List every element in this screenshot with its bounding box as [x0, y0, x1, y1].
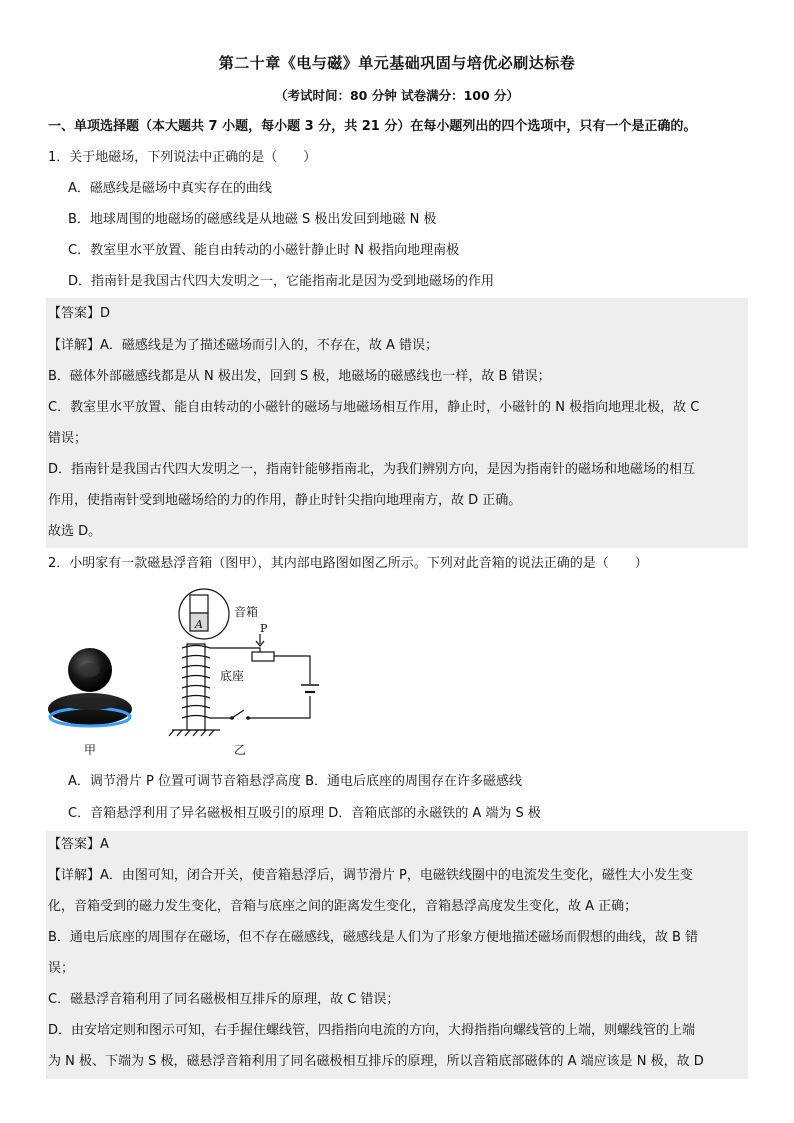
- q1-answer: 【答案】D: [48, 306, 111, 321]
- q1-option-d: D．指南针是我国古代四大发明之一，它能指南北是因为受到地磁场的作用: [68, 274, 495, 289]
- base-label: 底座: [220, 669, 245, 683]
- q1-explanation: B．磁体外部磁感线都是从 N 极出发，回到 S 极，地磁场的磁感线也一样，故 B 错误；: [48, 369, 551, 384]
- q1-solution-box: [46, 298, 748, 548]
- speaker-photo: [48, 648, 132, 726]
- q2-explanation: 为 N 极、下端为 S 极，磁悬浮音箱利用了同名磁极相互排斥的原理，所以音箱底部磁体的 A 端应该是 N 极，故 D: [48, 1054, 704, 1069]
- q2-explanation: B．通电后底座的周围存在磁场，但不存在磁感线，磁感线是人们为了形象方便地描述磁场而假想的曲线，故 B 错: [48, 930, 699, 945]
- figure-jia-label: 甲: [84, 743, 97, 757]
- document-title: 第二十章《电与磁》单元基础巩固与培优必刷达标卷: [218, 54, 576, 72]
- q1-explanation: C．教室里水平放置、能自由转动的小磁针的磁场与地磁场相互作用，静止时，小磁针的 N 极指向地理北极，故 C: [48, 400, 700, 415]
- speaker-label: 音箱: [234, 605, 259, 619]
- q1-explanation: 【详解】A．磁感线是为了描述磁场而引入的，不存在，故 A 错误；: [48, 338, 439, 353]
- maglev-speaker-figure: [48, 584, 388, 764]
- figure-yi-label: 乙: [234, 743, 247, 757]
- q2-explanation: 化，音箱受到的磁力发生变化，音箱与底座之间的距离发生变化，音箱悬浮高度发生变化，故 A 正确；: [48, 899, 638, 914]
- q1-explanation: D．指南针是我国古代四大发明之一，指南针能够指南北，为我们辨别方向，是因为指南针的磁场和地磁场的相互: [48, 462, 696, 477]
- q2-explanation: D．由安培定则和图示可知，右手握住螺线管，四指指向电流的方向，大拇指指向螺线管的上端，则螺线管的上端: [48, 1023, 696, 1038]
- exam-info: （考试时间：80 分钟 试卷满分：100 分）: [274, 88, 520, 103]
- question-2-stem: 2．小明家有一款磁悬浮音箱（图甲），其内部电路图如图乙所示。下列对此音箱的说法正确的是（ ）: [48, 556, 648, 571]
- q1-explanation: 作用，使指南针受到地磁场给的力的作用，静止时针尖指向地理南方，故 D 正确。: [48, 493, 522, 508]
- q2-explanation: C．磁悬浮音箱利用了同名磁极相互排斥的原理，故 C 错误；: [48, 992, 400, 1007]
- q1-conclusion: 故选 D。: [48, 524, 102, 539]
- q2-explanation: 误；: [48, 961, 75, 976]
- q1-option-b: B．地球周围的地磁场的磁感线是从地磁 S 极出发回到地磁 N 极: [68, 212, 437, 227]
- section-heading: 一、单项选择题（本大题共 7 小题，每小题 3 分，共 21 分）在每小题列出的四个选项中，只有一个是正确的。: [48, 119, 697, 134]
- q1-option-c: C．教室里水平放置、能自由转动的小磁针静止时 N 极指向地理南极: [68, 243, 460, 258]
- question-1-stem: 1．关于地磁场，下列说法中正确的是（ ）: [48, 150, 317, 165]
- q2-options-ab: A．调节滑片 P 位置可调节音箱悬浮高度 B．通电后底座的周围存在许多磁感线: [68, 774, 523, 789]
- q2-answer: 【答案】A: [48, 837, 109, 852]
- q1-explanation: 错误；: [48, 431, 88, 446]
- slider-p-label: P: [260, 622, 268, 635]
- q1-option-a: A．磁感线是磁场中真实存在的曲线: [68, 181, 272, 196]
- q2-explanation: 【详解】A．由图可知，闭合开关，使音箱悬浮后，调节滑片 P，电磁铁线圈中的电流发生变化，磁性大小发生变: [48, 868, 693, 883]
- q2-options-cd: C．音箱悬浮利用了异名磁极相互吸引的原理 D．音箱底部的永磁铁的 A 端为 S 极: [68, 806, 541, 821]
- magnet-a-label: A: [195, 618, 203, 631]
